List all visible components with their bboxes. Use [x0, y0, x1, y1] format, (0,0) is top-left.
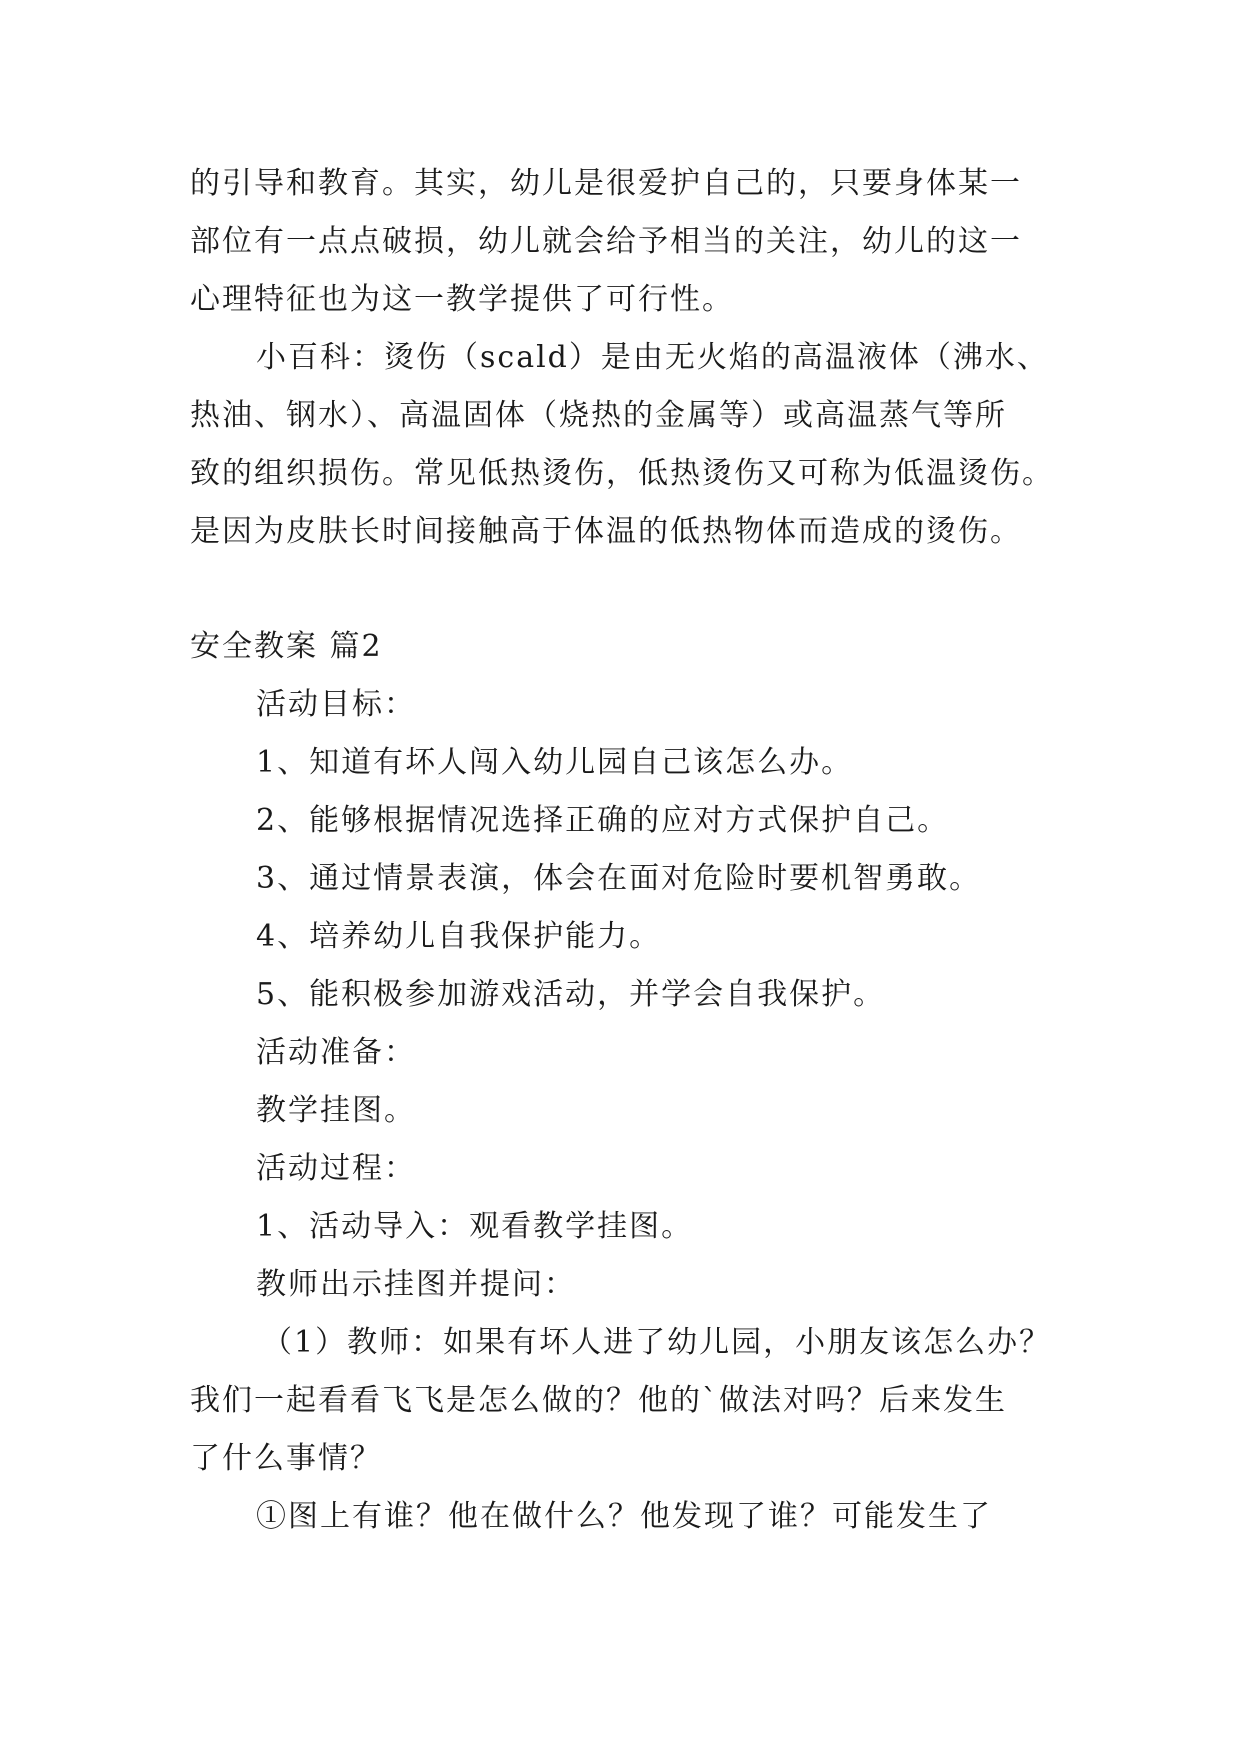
- body-text-line: 的引导和教育。其实，幼儿是很爱护自己的，只要身体某一: [190, 166, 1022, 201]
- question-line: （1）教师：如果有坏人进了幼儿园，小朋友该怎么办？: [262, 1325, 1052, 1360]
- encyclopedia-note-line: 是因为皮肤长时间接触高于体温的低热物体而造成的烫伤。: [190, 514, 1022, 549]
- encyclopedia-note-line: 小百科：烫伤（scald）是由无火焰的高温液体（沸水、: [256, 340, 1049, 375]
- encyclopedia-note-line: 热油、钢水）、高温固体（烧热的金属等）或高温蒸气等所: [190, 398, 1007, 433]
- process-title: 活动过程：: [256, 1151, 416, 1186]
- question-line: 我们一起看看飞飞是怎么做的？他的`做法对吗？后来发生: [190, 1383, 1007, 1418]
- goal-item: 4、培养幼儿自我保护能力。: [256, 919, 662, 954]
- goals-title: 活动目标：: [256, 687, 416, 722]
- prep-item: 教学挂图。: [256, 1093, 416, 1128]
- sub-question-line: ①图上有谁？他在做什么？他发现了谁？可能发生了: [256, 1499, 992, 1534]
- body-text-line: 心理特征也为这一教学提供了可行性。: [190, 282, 734, 317]
- prep-title: 活动准备：: [256, 1035, 416, 1070]
- goal-item: 2、能够根据情况选择正确的应对方式保护自己。: [256, 803, 950, 838]
- body-text-line: 部位有一点点破损，幼儿就会给予相当的关注，幼儿的这一: [190, 224, 1022, 259]
- process-note: 教师出示挂图并提问：: [256, 1267, 576, 1302]
- goal-item: 1、知道有坏人闯入幼儿园自己该怎么办。: [256, 745, 854, 780]
- goal-item: 3、通过情景表演，体会在面对危险时要机智勇敢。: [256, 861, 982, 896]
- goal-item: 5、能积极参加游戏活动，并学会自我保护。: [256, 977, 886, 1012]
- section-heading: 安全教案 篇2: [190, 629, 383, 664]
- encyclopedia-note-line: 致的组织损伤。常见低热烫伤，低热烫伤又可称为低温烫伤。: [190, 456, 1054, 491]
- question-line: 了什么事情？: [190, 1441, 382, 1476]
- process-step: 1、活动导入：观看教学挂图。: [256, 1209, 694, 1244]
